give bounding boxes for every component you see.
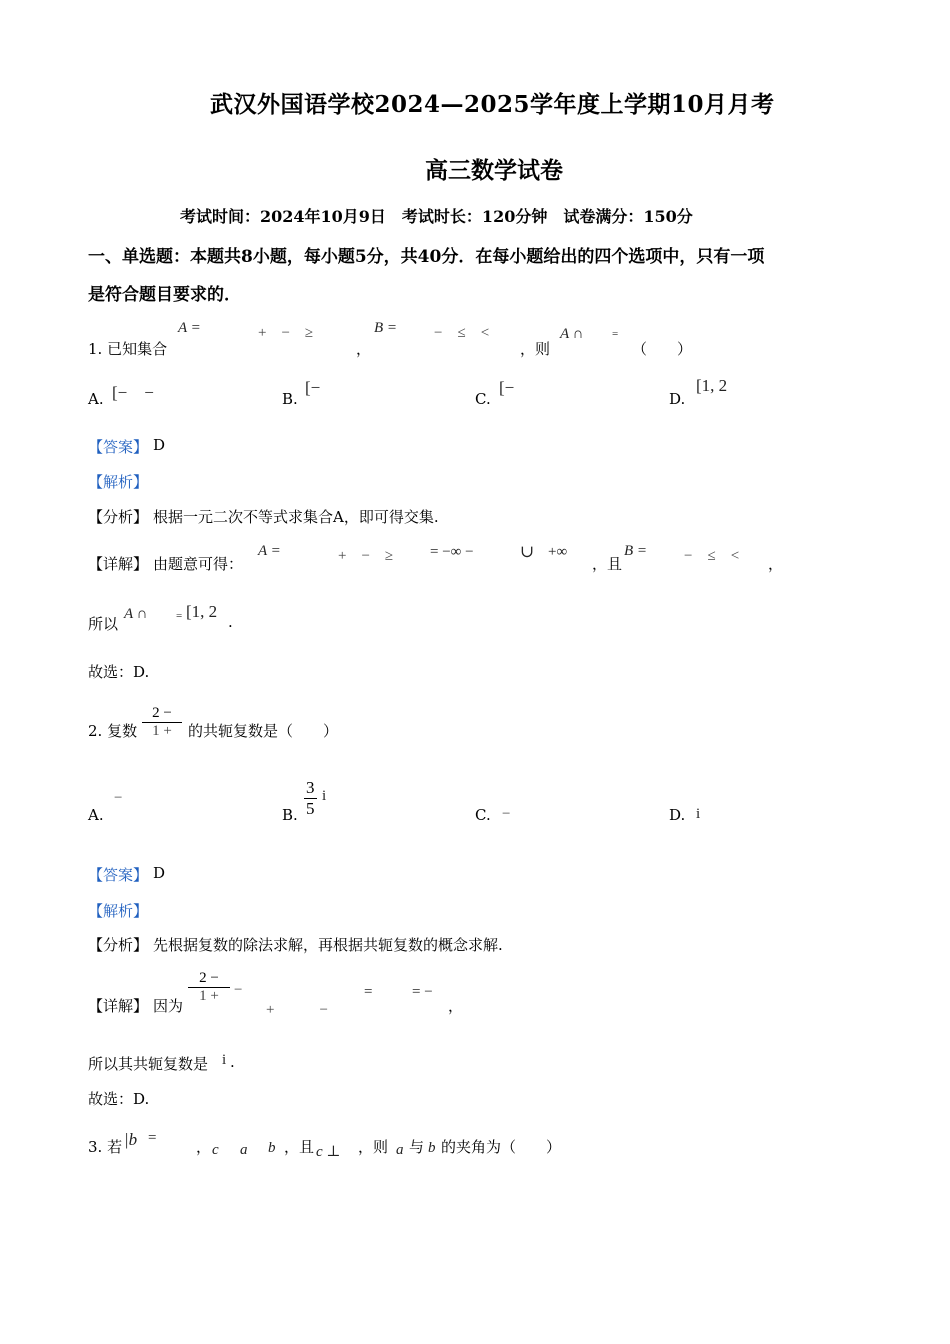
q1-detail-eq: = −∞ − — [430, 544, 474, 560]
q2-option-b-fraction — [304, 778, 317, 819]
q3-equals: = — [148, 1130, 157, 1146]
q1-option-b-label: B. — [282, 390, 298, 408]
q1-intersection: A ∩ — [560, 326, 584, 342]
exam-title: 武汉外国语学校2024—2025学年度上学期10月月考 — [210, 91, 775, 118]
q1-option-d-label: D. — [669, 390, 686, 408]
q2-option-b-denominator: 5 — [306, 799, 315, 818]
q3-stem-prefix: 3. 若 — [88, 1138, 123, 1156]
q2-stem-suffix: 的共轭复数是（ ） — [188, 722, 339, 740]
q1-set-b: B = — [374, 320, 398, 336]
q1-detail-end: ， — [768, 555, 784, 573]
q3-then: ，则 — [358, 1138, 389, 1156]
q1-equals: = — [612, 328, 619, 340]
q1-fenxi-tag: 【分析】 — [88, 508, 149, 526]
q1-choose: 故选：D. — [88, 663, 150, 681]
q2-option-c-label: C. — [475, 806, 491, 824]
q3-a: a — [240, 1142, 248, 1158]
q1-paren: （ ） — [632, 340, 693, 358]
exam-info: 考试时间：2024年10月9日 考试时长：120分钟 试卷满分：150分 — [180, 207, 693, 226]
q3-and: ，且 — [284, 1138, 315, 1156]
q1-detail-tag: 【详解】 — [88, 555, 149, 573]
q2-option-b-i: i — [322, 788, 327, 804]
q3-stem-suffix: 的夹角为（ ） — [441, 1138, 562, 1156]
q2-stem-prefix: 2. 复数 — [88, 722, 138, 740]
q1-detail-b-rest: − ≤ < — [684, 548, 740, 564]
exam-subtitle: 高三数学试卷 — [425, 157, 563, 184]
q2-detail-part2: + − — [266, 1002, 328, 1018]
q2-choose: 故选：D. — [88, 1090, 150, 1108]
q3-b-abs: |b — [124, 1130, 138, 1149]
q2-detail-fraction — [188, 970, 230, 1005]
q1-answer: D — [153, 436, 166, 454]
q1-then: ，则 — [520, 340, 551, 358]
q2-fraction-numerator: 2 − — [142, 705, 182, 723]
q2-detail-numerator: 2 − — [188, 970, 230, 988]
q2-fenxi-tag: 【分析】 — [88, 936, 149, 954]
section-heading-line1: 一、单选题：本题共8小题，每小题5分，共40分．在每小题给出的四个选项中，只有一项 — [88, 247, 765, 267]
q1-so-prefix: 所以 — [88, 615, 119, 633]
q2-fraction-denominator: 1 + — [152, 723, 172, 739]
q2-detail-end: ， — [448, 997, 464, 1015]
q2-detail-prefix: 因为 — [153, 997, 184, 1015]
q1-detail-a-rest: + − ≥ — [338, 548, 394, 564]
q2-analysis-tag: 【解析】 — [88, 902, 149, 920]
q1-set-a: A = — [178, 320, 201, 336]
q2-option-b-label: B. — [282, 806, 298, 824]
q2-fenxi: 先根据复数的除法求解，再根据共轭复数的概念求解. — [153, 936, 503, 954]
q3-b: b — [268, 1140, 276, 1156]
q1-so-intersection: A ∩ — [124, 606, 148, 622]
q2-detail-denominator: 1 + — [199, 988, 219, 1004]
q1-detail-a: A = — [258, 543, 281, 559]
q1-detail-and: ，且 — [592, 555, 623, 573]
q1-detail-inf: +∞ — [548, 544, 568, 560]
q3-comma1: ， — [196, 1138, 212, 1156]
q1-detail-cup: ∪ — [520, 542, 535, 561]
q3-a2: a — [396, 1142, 404, 1158]
q1-stem-prefix: 1. 已知集合 — [88, 340, 168, 358]
q1-option-a: [− − — [112, 383, 154, 402]
q3-c: c — [212, 1142, 219, 1158]
q2-detail-part3: = — [364, 984, 373, 1000]
q1-so-end: . — [228, 613, 233, 631]
q1-so-equals: = — [176, 610, 183, 622]
q2-option-a-label: A. — [88, 806, 104, 824]
q2-detail-part1: − — [234, 982, 243, 998]
q1-option-d: [1, 2 — [696, 376, 728, 395]
q3-perp: c ⊥ — [316, 1144, 341, 1160]
q3-with: 与 — [409, 1138, 425, 1156]
q2-so-value: i — [222, 1052, 227, 1068]
q1-option-c-label: C. — [475, 390, 491, 408]
q1-so-value: [1, 2 — [186, 602, 218, 621]
q2-so-text: 所以其共轭复数是 — [88, 1055, 209, 1073]
q2-so-end: . — [230, 1053, 235, 1071]
q1-detail-b: B = — [624, 543, 648, 559]
q2-detail-tag: 【详解】 — [88, 997, 149, 1015]
section-heading-line2: 是符合题目要求的． — [88, 285, 241, 305]
q1-option-c: [− — [499, 378, 515, 397]
q1-option-a-label: A. — [88, 390, 104, 408]
q2-option-b-numerator: 3 — [306, 778, 315, 797]
q1-answer-tag: 【答案】 — [88, 438, 149, 456]
q1-analysis-tag: 【解析】 — [88, 473, 149, 491]
q2-option-d-label: D. — [669, 806, 686, 824]
q2-answer-tag: 【答案】 — [88, 866, 149, 884]
q1-comma: ， — [356, 340, 372, 358]
q1-fenxi: 根据一元二次不等式求集合A，即可得交集. — [153, 508, 439, 526]
q2-option-d: i — [696, 806, 701, 822]
q1-option-b: [− — [305, 378, 321, 397]
q1-detail-prefix: 由题意可得： — [153, 555, 244, 573]
q3-b2: b — [428, 1140, 436, 1156]
q2-option-c: − — [502, 806, 511, 822]
q1-set-b-rest: − ≤ < — [434, 325, 490, 341]
q2-detail-part4: = − — [412, 984, 433, 1000]
q2-option-a: − — [114, 790, 123, 806]
q1-set-a-rest: + − ≥ — [258, 325, 314, 341]
q2-answer: D — [153, 864, 166, 882]
q2-fraction — [142, 705, 182, 740]
